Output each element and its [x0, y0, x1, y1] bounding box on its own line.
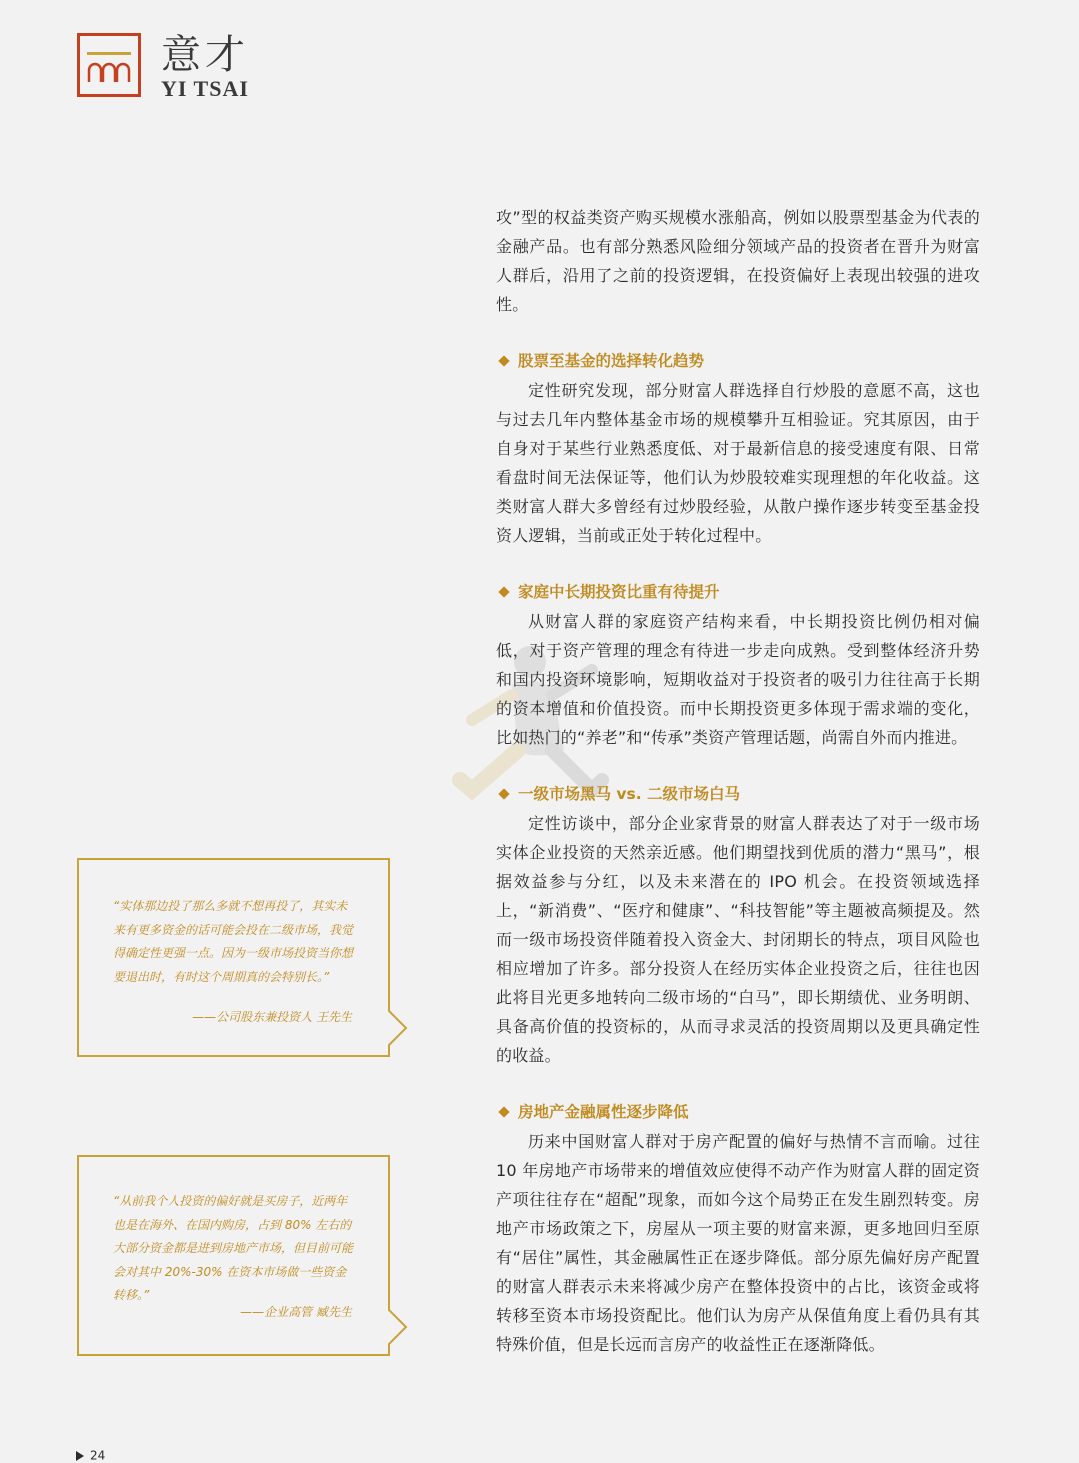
brand-logo	[77, 33, 257, 105]
page-number-text: 24	[90, 1448, 106, 1463]
page-arrow-icon	[76, 1451, 84, 1461]
section-body: 历来中国财富人群对于房产配置的偏好与热情不言而喻。过往 10 年房地产市场带来的增值效应使得不动产作为财富人群的固定资产项往往存在“超配”现象，而如今这个局势正在发生剧烈转变。房地产市场政策之下，房屋从一项主要的财富来源，更多地回归至原有“居住”属性，其金融属性正在逐步降低。部分原先偏好房产配置的财富人群表示未来将减少房产在整体投资中的占比，该资金或将转移至资本市场投资配比。他们认为房产从保值角度上看仍具有其特殊价值，但是长远而言房产的收益性正在逐渐降低。	[496, 1132, 980, 1354]
quote-box	[77, 858, 390, 1057]
section-heading	[496, 1098, 980, 1127]
section-body: 定性研究发现，部分财富人群选择自行炒股的意愿不高，这也与过去几年内整体基金市场的规模攀升互相验证。究其原因，由于自身对于某些行业熟悉度低、对于最新信息的接受速度有限、日常看盘时间无法保证等，他们认为炒股较难实现理想的年化收益。这类财富人群大多曾经有过炒股经验，从散户操作逐步转变至基金投资人逻辑，当前或正处于转化过程中。	[496, 381, 980, 545]
logo-english-name: YI TSAI	[161, 76, 249, 101]
quote-text: “从前我个人投资的偏好就是买房子，近两年也是在海外、在国内购房，占到 80% 左右的大部分资金都是进到房地产市场，但目前可能会对其中 20%-30% 在资本市场做一些资金转移。”	[113, 1194, 354, 1302]
section-body: 定性访谈中，部分企业家背景的财富人群表达了对于一级市场实体企业投资的天然亲近感。他们期望找到优质的潜力“黑马”，根据效益参与分红，以及未来潜在的 IPO 机会。在投资领域选择上，“新消费”、“医疗和健康”、“科技智能”等主题被高频提及。然而一级市场投资伴随着投入资金大、封闭期长的特点，项目风险也相应增加了许多。部分投资人在经历实体企业投资之后，往往也因此将目光更多地转向二级市场的“白马”，即长期绩优、业务明朗、具备高价值的投资标的，从而寻求灵活的投资周期以及更具确定性的收益。	[496, 814, 980, 1065]
diamond-bullet-icon	[498, 355, 509, 366]
section-heading-text: 家庭中长期投资比重有待提升	[518, 583, 720, 601]
quote-source: ——公司股东兼投资人 王先生	[192, 1010, 352, 1024]
intro-paragraph: 攻”型的权益类资产购买规模水涨船高，例如以股票型基金为代表的金融产品。也有部分熟悉风险细分领域产品的投资者在晋升为财富人群后，沿用了之前的投资逻辑，在投资偏好上表现出较强的进攻性。	[496, 208, 980, 314]
section-heading	[496, 347, 980, 376]
speech-tail-icon	[388, 1008, 408, 1048]
section-body: 从财富人群的家庭资产结构来看，中长期投资比例仍相对偏低，对于资产管理的理念有待进一步走向成熟。受到整体经济升势和国内投资环境影响，短期收益对于投资者的吸引力往往高于长期的资本增值和价值投资。而中长期投资更多体现于需求端的变化，比如热门的“养老”和“传承”类资产管理话题，尚需自外而内推进。	[496, 612, 980, 747]
quote-source: ——企业高管 臧先生	[240, 1305, 352, 1319]
quote-box	[77, 1155, 390, 1356]
arches-icon	[87, 60, 131, 82]
diamond-bullet-icon	[498, 586, 509, 597]
logo-emblem	[77, 33, 141, 97]
speech-tail-icon	[388, 1307, 408, 1347]
section-heading	[496, 780, 980, 809]
main-column	[496, 203, 980, 1359]
diamond-bullet-icon	[498, 1106, 509, 1117]
page-number	[76, 1448, 105, 1463]
section-heading-text: 一级市场黑马 vs. 二级市场白马	[518, 785, 741, 803]
section-heading	[496, 578, 980, 607]
section-heading-text: 股票至基金的选择转化趋势	[518, 352, 705, 370]
logo-chinese-name: 意才	[161, 32, 249, 78]
quote-text: “实体那边投了那么多就不想再投了，其实未来有更多资金的话可能会投在二级市场，我觉得确定性更强一点。因为一级市场投资当你想要退出时，有时这个周期真的会特别长。”	[113, 899, 354, 984]
section-heading-text: 房地产金融属性逐步降低	[518, 1103, 689, 1121]
diamond-bullet-icon	[498, 788, 509, 799]
